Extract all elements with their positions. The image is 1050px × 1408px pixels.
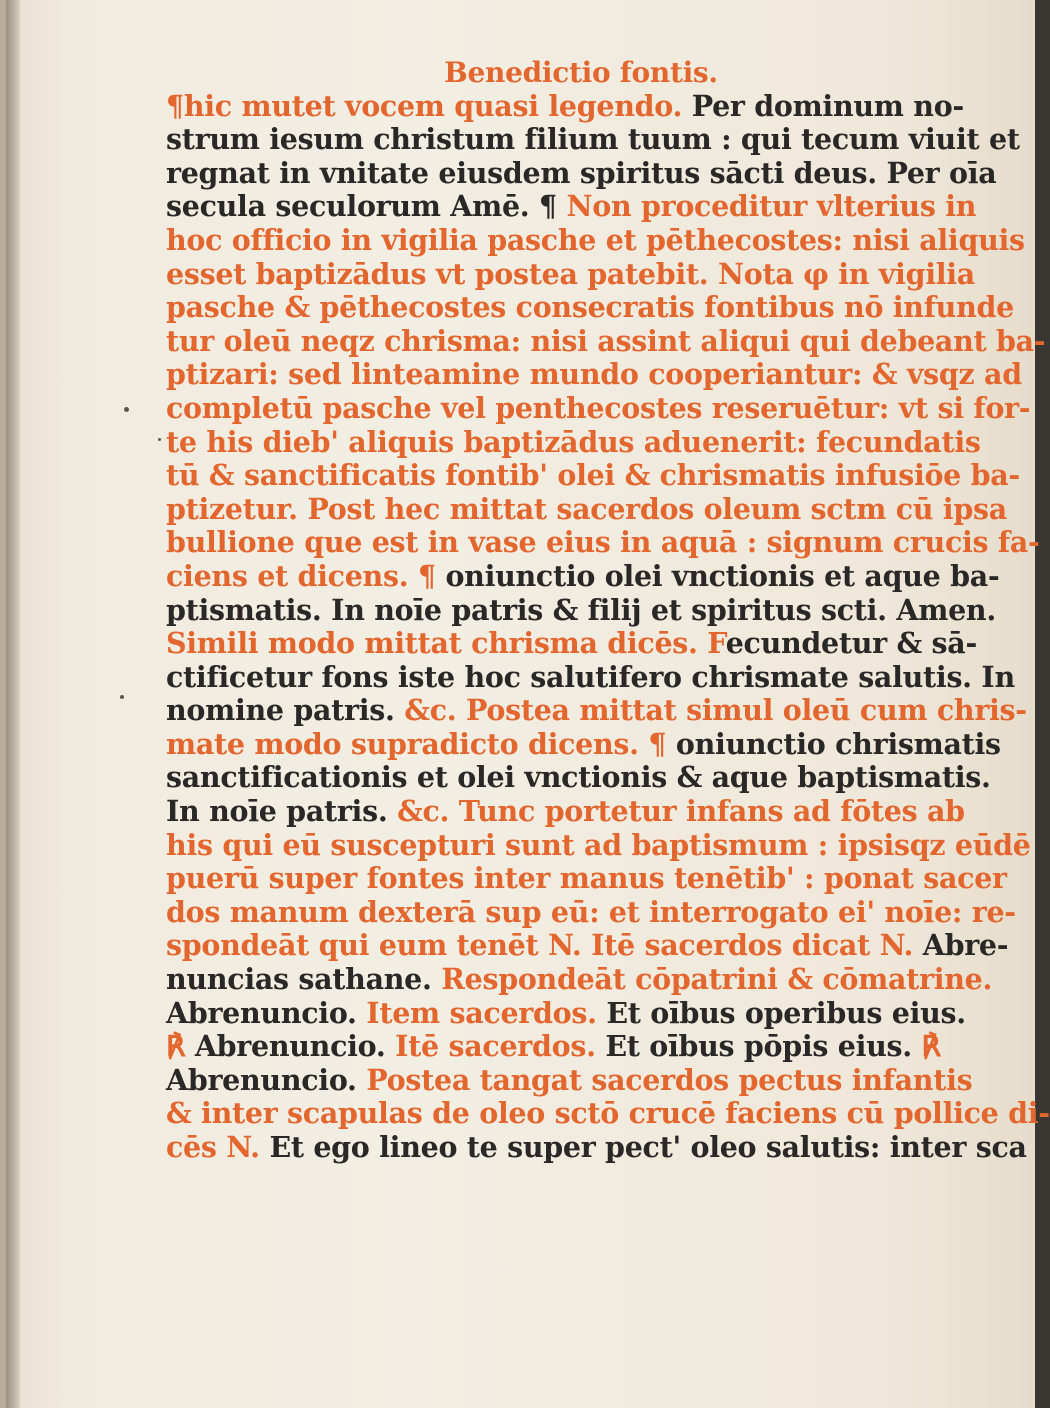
text-line <box>166 222 1025 258</box>
body-text: sanctificationis et olei vnctionis & aque baptismatis. <box>166 760 991 795</box>
rubric-text: &c. Tunc portetur infans ad fōtes ab <box>397 794 965 829</box>
rubric-text: ¶ <box>166 88 184 123</box>
text-line <box>166 627 996 661</box>
rubric-text: cēs N. <box>166 1130 270 1164</box>
rubric-text: & inter scapulas de oleo sctō crucē faciens cū pollice di- <box>166 1096 1050 1131</box>
body-text: In noīe patris. <box>166 794 398 829</box>
rubric-text: ℟ <box>166 1029 195 1064</box>
rubric-text: F <box>707 626 726 661</box>
text-line <box>166 525 1040 560</box>
text-line <box>166 963 996 997</box>
rubric-text: Itē sacerdos. <box>395 1029 606 1064</box>
ink-speck <box>124 407 129 412</box>
rubric-text: Respondeāt cōpatrini & cōmatrine. <box>441 962 993 997</box>
rubric-text: his qui eū suscepturi sunt ad baptismum : ipsisqz eūdē <box>166 827 1031 862</box>
text-line <box>166 190 996 224</box>
rubric-text: te his dieb' aliquis baptizādus aduenerit: fecundatis <box>166 424 981 459</box>
rubric-text: Postea tangat sacerdos pectus infantis <box>366 1062 973 1097</box>
rubric-text: ptizari: sed linteamine mundo cooperiantur: & vsqz ad <box>166 357 1022 392</box>
body-text: Et ego lineo te super pect' oleo salutis: inter sca <box>269 1130 1027 1164</box>
rubric-text: Simili modo mittat chrisma dicēs. <box>166 626 708 661</box>
rubric-text: tū & sanctificatis fontib' olei & chrismatis infusiōe ba- <box>166 458 1020 493</box>
rubric-text: hic mutet vocem quasi legendo. <box>183 88 692 123</box>
text-line <box>166 390 1031 426</box>
body-text: Et oībus pōpis eius. <box>605 1029 922 1064</box>
rubric-text: completū pasche vel penthecostes reseruētur: vt si for- <box>166 390 1031 425</box>
body-text: ctificetur fons iste hoc salutifero chrismate salutis. In <box>166 659 1015 694</box>
body-text: regnat in vnitate eiusdem spiritus sācti deus. Per oīa <box>166 155 997 190</box>
body-text: ptismatis. In noīe patris & filij et spiritus scti. Amen. <box>166 592 996 627</box>
ink-speck <box>158 438 161 441</box>
rubric-text: pasche & pēthecostes consecratis fontibus nō infunde <box>166 290 1014 325</box>
text-line <box>166 1096 1050 1131</box>
text-line <box>166 290 1014 325</box>
rubric-text: Non proceditur vlterius in <box>566 189 977 224</box>
text-line <box>166 928 1009 963</box>
text-line <box>166 558 1000 594</box>
rubric-text: spondeāt qui eum tenēt N. Itē sacerdos dicat N. <box>166 928 923 963</box>
body-text: Abrenuncio. <box>166 1062 367 1097</box>
body-text: nomine patris. <box>166 693 405 728</box>
rubric-text: ciens et dicens. ¶ <box>166 558 446 593</box>
text-line <box>166 491 1007 527</box>
text-line <box>166 594 996 628</box>
body-text: oniunctio chrismatis <box>675 726 1001 761</box>
text-line <box>166 894 1016 930</box>
text-block <box>166 56 1050 1165</box>
rubric-text: ℟ <box>921 1029 941 1064</box>
rubric-text: bullione que est in vase eius in aquā : signum crucis fa- <box>166 525 1040 560</box>
rubric-text: hoc officio in vigilia pasche et pēthecostes: nisi aliquis <box>166 222 1025 257</box>
text-line <box>166 157 996 191</box>
text-line <box>166 90 996 124</box>
page-gutter <box>6 0 20 1408</box>
text-line <box>166 357 1022 392</box>
body-text: Per dominum no- <box>691 88 964 123</box>
body-text: oniunctio olei vnctionis et aque ba- <box>445 558 1000 593</box>
body-lines <box>166 88 1050 1165</box>
text-line <box>166 258 996 292</box>
text-line <box>166 997 996 1031</box>
body-text: Abrenuncio. <box>166 995 367 1030</box>
text-line <box>166 761 996 795</box>
text-line <box>166 861 1007 896</box>
text-line <box>166 795 996 829</box>
page-title: Benedictio fontis. <box>444 56 718 89</box>
text-line <box>166 1030 996 1064</box>
rubric-text: mate modo supradicto dicens. ¶ <box>166 726 676 761</box>
text-line <box>166 323 1046 359</box>
body-text: strum iesum christum filium tuum : qui tecum viuit et <box>166 122 1020 157</box>
rubric-text: &c. Postea mittat simul oleū cum chris- <box>404 693 1027 728</box>
rubric-text: ptizetur. Post hec mittat sacerdos oleum sctm cū ipsa <box>166 491 1007 526</box>
ink-speck <box>120 695 124 699</box>
rubric-text: Item sacerdos. <box>366 995 607 1030</box>
body-text: Et oībus operibus eius. <box>606 995 966 1030</box>
text-line <box>166 693 1027 728</box>
text-line <box>166 1130 1027 1165</box>
text-line <box>166 726 1001 762</box>
text-line <box>166 1064 996 1098</box>
text-line <box>166 827 1031 863</box>
text-line <box>166 426 996 460</box>
rubric-text: esset baptizādus vt postea patebit. Nota φ in vigilia <box>166 256 975 291</box>
body-text: secula seculorum Amē. ¶ <box>166 189 567 224</box>
text-line <box>166 659 1015 695</box>
text-line <box>166 458 1020 493</box>
rubric-text: tur oleū neqz chrisma: nisi assint aliqui qui debeant ba- <box>166 323 1046 358</box>
body-text: ecundetur & sā- <box>725 626 977 661</box>
body-text: nuncias sathane. <box>166 962 442 997</box>
rubric-text: puerū super fontes inter manus tenētib' : ponat sacer <box>166 861 1007 896</box>
text-line <box>166 122 1020 157</box>
body-text: Abrenuncio. <box>194 1029 396 1064</box>
rubric-text: dos manum dexterā sup eū: et interrogato ei' noīe: re- <box>166 894 1016 929</box>
body-text: Abre- <box>922 928 1009 963</box>
